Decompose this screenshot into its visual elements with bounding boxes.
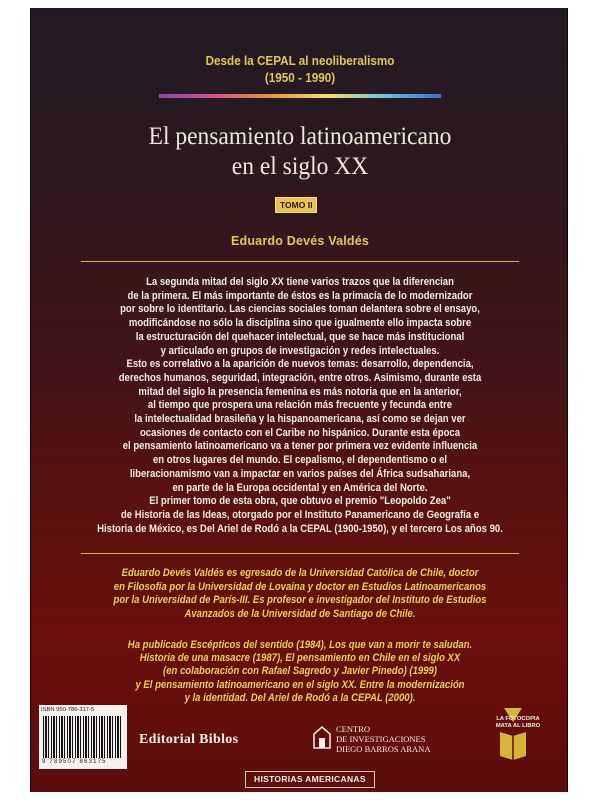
synopsis-line: la intelectualidad brasileña y la hispanoamericana, así como se dejan ver [134, 413, 466, 426]
synopsis-line: el pensamiento latinoamericano va a tener por primera vez evidente influencia [122, 440, 478, 453]
book-title [47, 122, 553, 182]
synopsis-line: por sobre lo identitario. Las ciencias sociales toman delantera sobre el ensayo, [120, 303, 480, 316]
publications-line: Historia de una masacre (1987), El pensamiento en Chile en el siglo XX [139, 652, 461, 665]
volume-badge: TOMO II [275, 197, 317, 213]
series-subtitle-line2: (1950 - 1990) [264, 70, 336, 85]
synopsis-line: modificándose no sólo la disciplina sino que igualmente ello impacta sobre [128, 317, 472, 330]
book-title-line1: El pensamiento latinoamericano [148, 123, 452, 150]
bio-line: Avanzados de la Universidad de Santiago de Chile. [184, 608, 416, 621]
publications [31, 639, 568, 705]
synopsis-line: mitad del siglo la presencia femenina es más notoria que en la anterior, [138, 385, 462, 398]
synopsis-line: ocasiones de contacto con el Caribe no hispánico. Durante esta época [139, 426, 461, 439]
synopsis-line: derechos humanos, seguridad, integración, entre otros. Asimismo, durante esta [118, 371, 482, 384]
fotocopia-line1: LA FOTOCOPIA [496, 716, 540, 722]
centro-line2: DE INVESTIGACIONES [336, 733, 426, 744]
synopsis-line: en otros lugares del mundo. El cepalismo, el dependentismo o el [152, 454, 448, 467]
synopsis-line: Historia de México, es Del Ariel de Rodó a la CEPAL (1900-1950), y el tercero Los años 90. [97, 522, 503, 535]
synopsis-line: de Historia de las Ideas, otorgado por el Instituto Panamericano de Geografía e [120, 508, 480, 521]
author-bio [31, 567, 568, 622]
bio-line: Eduardo Devés Valdés es egresado de la Universidad Católica de Chile, doctor [121, 567, 479, 579]
synopsis-line: y articulado en grupos de investigación y redes intelectuales. [160, 344, 440, 357]
series-subtitle-line1: Desde la CEPAL al neoliberalismo [205, 53, 395, 68]
bio-line: en Filosofía por la Universidad de Lovaina y doctor en Estudios Latinoamericanos [113, 580, 487, 593]
synopsis-line: en parte de la Europa occidental y en América del Norte. [172, 481, 428, 494]
publications-line: Ha publicado Escépticos del sentido (1984), Los que van a morir te saludan. [127, 639, 473, 651]
barcode-bars-icon [43, 716, 123, 758]
series-subtitle [58, 52, 542, 86]
top-rule [81, 261, 519, 262]
synopsis-line: La segunda mitad del siglo XX tiene varios trazos que la diferencian [146, 276, 454, 288]
synopsis-line: liberacionamismo van a impactar en varios países del África sudsahariana, [129, 467, 471, 480]
synopsis-line: El primer tomo de esta obra, que obtuvo el premio "Leopoldo Zea" [149, 495, 451, 508]
publications-line: (en colaboración con Rafael Sagredo y Javier Pinedo) (1999) [163, 665, 437, 678]
centro-line1: CENTRO [336, 724, 370, 734]
synopsis-line: de la primera. El más importante de éstos es la primacía de lo modernizador [127, 289, 473, 302]
publisher-logo: Editorial Biblos [139, 732, 239, 747]
centro-logo [336, 725, 430, 754]
middle-rule [81, 553, 519, 554]
author-name: Eduardo Devés Valdés [230, 234, 370, 248]
barcode-digits: 9 789507 863175 [42, 759, 107, 765]
synopsis-line: al tiempo que prospera una relación más frecuente y fecunda entre [147, 399, 453, 412]
publications-line: y la identidad. Del Ariel de Rodó a la CEPAL (2000). [184, 691, 416, 704]
fotocopia-logo [483, 716, 553, 730]
book-title-line2: en el siglo XX [231, 153, 369, 180]
rainbow-divider [159, 94, 441, 98]
publications-line: y El pensamiento latinoamericano en el siglo XX. Entre la modernización [135, 678, 465, 691]
synopsis-line: la estructuración del quehacer intelectual, que se hace más institucional [135, 330, 465, 343]
synopsis [31, 276, 568, 536]
barcode [39, 705, 127, 769]
isbn-label: ISBN 950-786-317-5 [41, 707, 95, 713]
centro-line3: DIEGO BARROS ARANA [336, 743, 431, 754]
series-badge: HISTORIAS AMERICANAS [245, 771, 375, 788]
synopsis-line: Esto es correlativo a la aparición de nuevos temas: desarrollo, dependencia, [126, 358, 474, 371]
fotocopia-line2: MATA AL LIBRO [495, 722, 541, 729]
bio-line: por la Universidad de París-III. Es profesor e investigador del Instituto de Estudios [113, 594, 487, 607]
building-icon [313, 725, 331, 749]
back-cover [30, 8, 568, 792]
